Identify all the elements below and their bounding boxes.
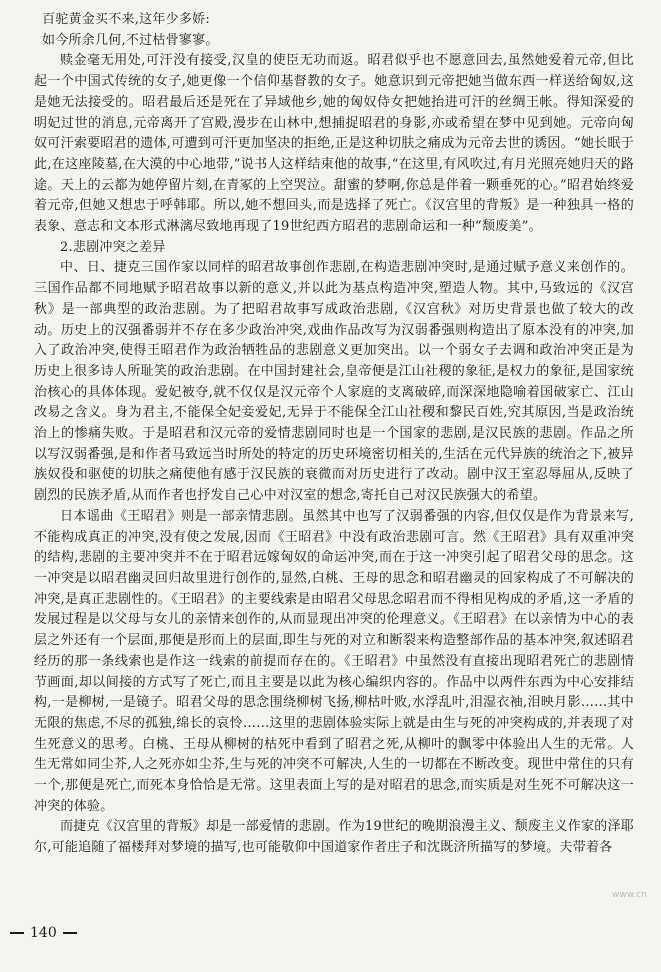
paragraph: 赎金毫无用处,可汗没有接受,汉皇的使臣无功而返。昭君似乎也不愿意回去,虽然她爱着元帝,但比起一个中国式传统的女子,她更像一个信仰基督教的女子。她意识到元帝把她当做东西一样送给匈奴,这是她无法接受的。昭君最后还是死在了异域他乡,她的匈奴侍女把她抬进可汗的丝绸王帐。得知深爱的明妃过世的消息,元帝离开了宫殿,漫步在山林中,想捕捉昭君的身影,亦或希望在梦中见到她。元帝向匈奴可汗索要昭君的遗体,可遭到可汗更加坚决的拒绝,正是这种切肤之痛成为元帝去世的诱因。“她长眠于此,在这座陵墓,在大漠的中心地带,”说书人这样结束他的故事,“在这里,有风吹过,有月光照亮她归天的路途。天上的云都为她停留片刻,在青冢的上空哭泣。甜蜜的梦啊,你总是伴着一颗垂死的心。”昭君始终爱着元帝,但她又想忠于呼韩耶。所以,她不想回头,而是选择了死亡。《汉宫里的背叛》是一种独具一格的表象、意志和文本形式淋漓尽致地再现了19世纪西方昭君的悲剧命运和一种“颓废美”。: [34, 53, 634, 235]
footer-dash-left: [10, 932, 24, 934]
poem-line: 百驼黄金买不来,这年少多娇:: [42, 12, 211, 27]
footer-dash-right: [63, 932, 77, 934]
page-footer: [10, 925, 77, 941]
section-heading: 2.悲剧冲突之差异: [60, 239, 166, 255]
page-number: 140: [30, 925, 57, 941]
paragraph: 中、日、捷克三国作家以同样的昭君故事创作悲剧,在构造悲剧冲突时,是通过赋予意义来创作的。三国作品都不同地赋予昭君故事以新的意义,并以此为基点构造冲突,塑造人物。其中,马致远的《汉宫秋》是一部典型的政治悲剧。为了把昭君故事写成政治悲剧,《汉宫秋》对历史背景也做了较大的改动。历史上的汉强番弱并不存在多少政治冲突,戏曲作品改写为汉弱番强则构造出了原本没有的冲突,加入了政治冲突,使得王昭君作为政治牺牲品的悲剧意义更加突出。以一个弱女子去调和政治冲突正是为历史上很多诗人所耻笑的政治悲剧。在中国封建社会,皇帝便是江山社稷的象征,是权力的象征,是国家统治核心的具体体现。爱妃被夺,就不仅仅是汉元帝个人家庭的支离破碎,而深深地隐喻着国破家亡、江山改易之含义。身为君主,不能保全妃妾爱妃,无异于不能保全江山社稷和黎民百姓,究其原因,当是政治统治上的惨痛失败。于是昭君和汉元帝的爱情悲剧同时也是一个国家的悲剧,是汉民族的悲剧。作品之所以写汉弱番强,是和作者马致远当时所处的特定的历史环境密切相关的,生活在元代异族的统治之下,被异族奴役和驱使的切肤之痛使他有感于汉民族的衰微而对历史进行了改动。剧中汉王室忍辱屈从,反映了剧烈的民族矛盾,从而作者也抒发自己心中对汉室的想念,寄托自己对汉民族强大的希望。: [34, 260, 634, 504]
page-body: [34, 10, 634, 859]
paragraph: 日本谣曲《王昭君》则是一部亲情悲剧。虽然其中也写了汉弱番强的内容,但仅仅是作为背景来写,不能构成真正的冲突,没有使之发展,因而《王昭君》中没有政治悲剧可言。然《王昭君》具有双重冲突的结构,悲剧的主要冲突并不在于昭君远嫁匈奴的命运冲突,而在于这一冲突引起了昭君父母的思念。这一冲突是以昭君幽灵回归故里进行创作的,显然,白桃、王母的思念和昭君幽灵的回家构成了不可解决的冲突,是真正悲剧性的。《王昭君》的主要线索是由昭君父母思念昭君而不得相见构成的矛盾,这一矛盾的发展过程是以父母与女儿的亲情来创作的,从而显现出冲突的伦理意义。《王昭君》在以亲情为中心的表层之外还有一个层面,那便是形而上的层面,即生与死的对立和断裂来构造整部作品的基本冲突,叙述昭君经历的那一条线索也是作这一线索的前提而存在的。《王昭君》中虽然没有直接出现昭君死亡的悲剧情节画面,却以间接的方式写了死亡,而且主要是以此为核心编织内容的。作品中以两件东西为中心安排结构,一是柳树,一是镜子。昭君父母的思念围绕柳树飞扬,柳枯叶败,水浮乱叶,泪湿衣袖,泪映月影……其中无限的焦虑,不尽的孤独,绵长的哀怜……这里的悲剧体验实际上就是由生与死的冲突构成的,并表现了对生死意义的思考。白桃、王母从柳树的枯死中看到了昭君之死,从柳叶的飘零中体验出人生的无常。人生无常如同尘芥,人之死亦如尘芥,生与死的冲突不可解决,人生的一切都在不断改变。现世中常住的只有一个,那便是死亡,而死本身恰恰是无常。这里表面上写的是对昭君的思念,而实质是对生死不可解决这一冲突的体验。: [34, 508, 634, 814]
poem-line: 如今所余几何,不过枯骨寥寥。: [42, 32, 219, 48]
watermark: www.cn: [612, 890, 647, 900]
paragraph: 而捷克《汉宫里的背叛》却是一部爱情的悲剧。作为19世纪的晚期浪漫主义、颓废主义作家的泽耶尔,可能追随了福楼拜对梦境的描写,也可能敬仰中国道家作者庄子和沈既济所描写的梦境。夫带着各: [34, 819, 634, 856]
